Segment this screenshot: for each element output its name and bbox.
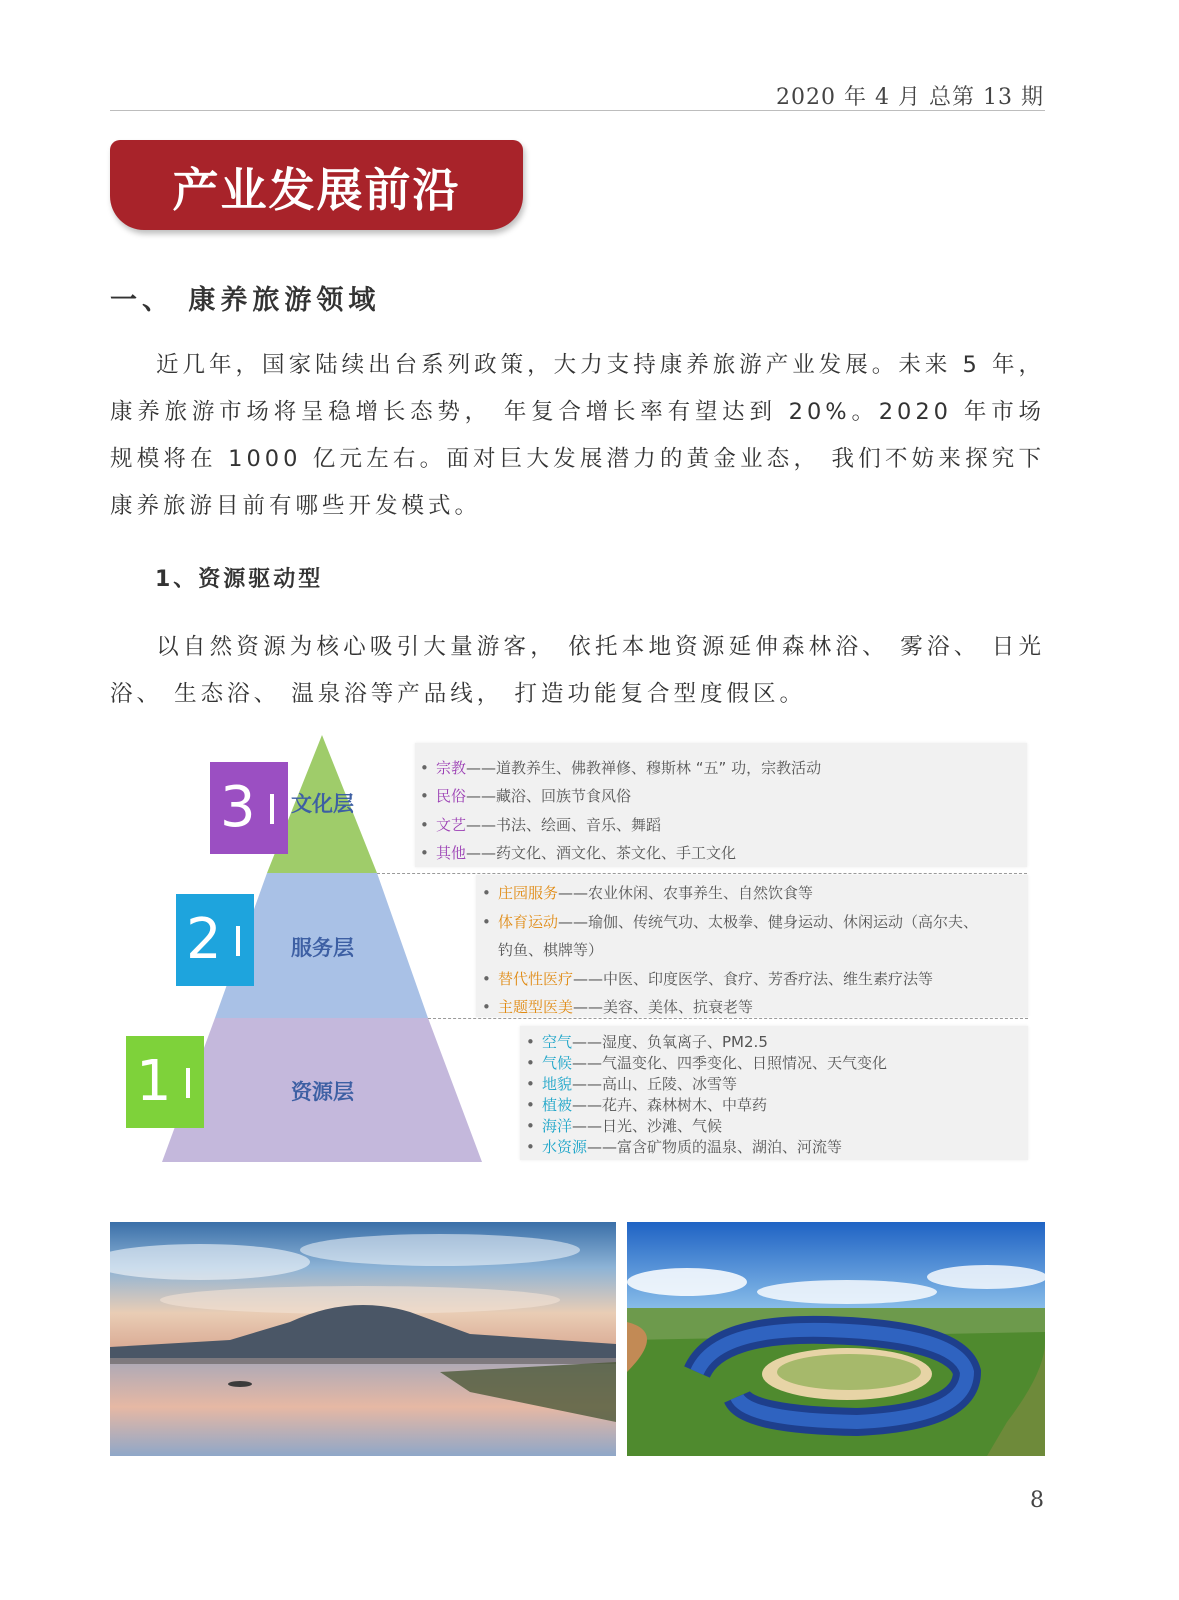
list-item: • 文艺——书法、绘画、音乐、舞蹈 — [420, 816, 662, 834]
layer-badge-1 — [126, 1036, 204, 1128]
lake-landscape-photo — [110, 1222, 616, 1456]
intro-paragraph — [110, 342, 1045, 530]
list-item: • 庄园服务——农业休闲、农事养生、自然饮食等 — [482, 884, 814, 902]
list-item: • 气候——气温变化、四季变化、日照情况、天气变化 — [526, 1054, 888, 1072]
banner-title: 产业发展前沿 — [172, 163, 461, 217]
section-title: 一、 康养旅游领域 — [110, 285, 381, 316]
badge-number: 1 — [136, 1049, 172, 1114]
layer-badge-3 — [210, 762, 288, 854]
badge-number: 2 — [186, 907, 222, 972]
list-item: • 体育运动——瑜伽、传统气功、太极拳、健身运动、休闲运动（高尔夫、 — [482, 913, 979, 931]
list-item: • 空气——湿度、负氧离子、PM2.5 — [526, 1033, 768, 1051]
layer-divider — [428, 1018, 1028, 1019]
resource-paragraph — [110, 624, 1045, 718]
list-item: • 宗教——道教养生、佛教禅修、穆斯林 “五” 功，宗教活动 — [420, 759, 822, 777]
river-bend-photo — [627, 1222, 1045, 1456]
issue-info: 2020 年 4 月 总第 13 期 — [776, 85, 1044, 110]
section-banner — [110, 140, 523, 230]
list-item: • 植被——花卉、森林树木、中草药 — [526, 1096, 768, 1114]
badge-number: 3 — [220, 775, 256, 840]
list-item: • 海洋——日光、沙滩、气候 — [526, 1117, 723, 1135]
layer-label-resource: 资源层 — [291, 1080, 354, 1104]
pyramid-figure — [110, 730, 1045, 1170]
list-item: • 替代性医疗——中医、印度医学、食疗、芳香疗法、维生素疗法等 — [482, 970, 934, 988]
list-item: • 民俗——藏浴、回族节食风俗 — [420, 787, 632, 805]
resource-text: 以自然资源为核心吸引大量游客， 依托本地资源延伸森林浴、 雾浴、 日光浴、 生态浴、 温泉浴等产品线， 打造功能复合型度假区。 — [110, 634, 1045, 707]
list-item: • 水资源——富含矿物质的温泉、湖泊、河流等 — [526, 1138, 843, 1156]
intro-text: 近几年，国家陆续出台系列政策，大力支持康养旅游产业发展。未来 5 年，康养旅游市场将呈稳增长态势， 年复合增长率有望达到 20%。2020 年市场规模将在 1000 亿元左右。面对巨大发展潜力的黄金业态， 我们不妨来探究下康养旅游目前有哪些开发模式。 — [110, 352, 1045, 519]
layer-label-culture: 文化层 — [291, 792, 354, 816]
page-number: 8 — [1030, 1488, 1044, 1513]
layer-divider — [377, 873, 1027, 874]
list-item: • 地貌——高山、丘陵、冰雪等 — [526, 1075, 738, 1093]
list-item: • 其他——药文化、酒文化、茶文化、手工文化 — [420, 844, 737, 862]
layer-label-service: 服务层 — [291, 936, 354, 960]
subsection-title: 1、资源驱动型 — [155, 567, 324, 592]
header-divider — [110, 110, 1045, 111]
list-item: • 主题型医美——美容、美体、抗衰老等 — [482, 998, 754, 1016]
list-item: 钓鱼、棋牌等） — [498, 941, 604, 959]
layer-badge-2 — [176, 894, 254, 986]
